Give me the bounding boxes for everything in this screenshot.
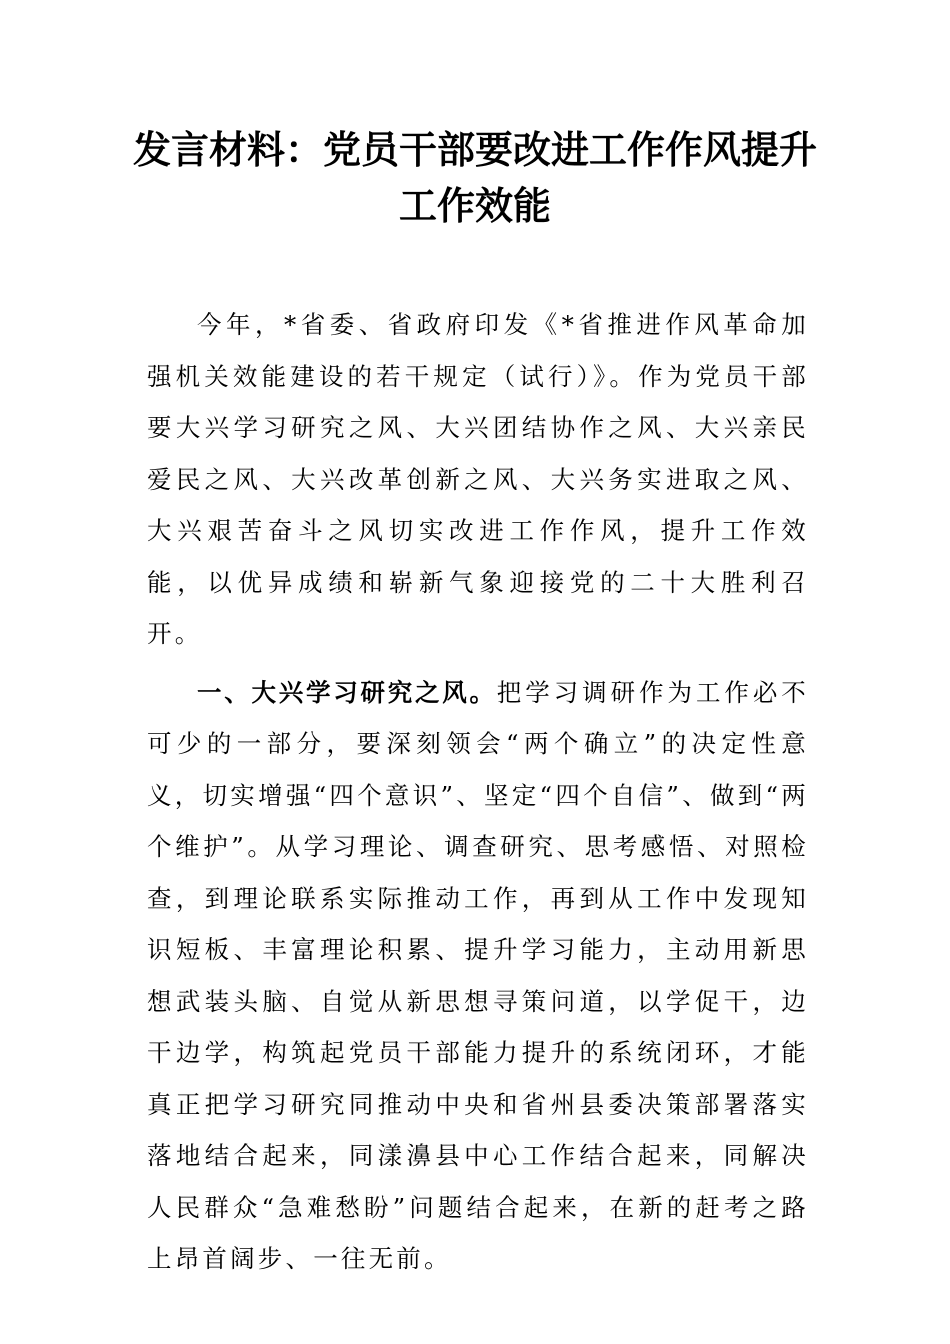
title-line-2: 工作效能 [398,184,551,228]
section-1-body: 把学习调研作为工作必不可少的一部分，要深刻领会“两个确立”的决定性意义，切实增强“四个意识”、坚定“四个自信”、做到“两个维护”。从学习理论、调查研究、思考感悟、对照检查，到理论联系实际推动工作，再到从工作中发现知识短板、丰富理论积累、提升学习能力，主动用新思想武装头脑、自觉从新思想寻策问道，以学促干，边干边学，构筑起党员干部能力提升的系统闭环，才能真正把学习研究同推动中央和省州县委决策部署落实落地结合起来，同漾濞县中心工作结合起来，同解决人民群众“急难愁盼”问题结合起来，在新的赶考之路上昂首阔步、一往无前。 [147,677,810,1273]
intro-paragraph: 今年，*省委、省政府印发《*省推进作风革命加强机关效能建设的若干规定（试行）》。作为党员干部要大兴学习研究之风、大兴团结协作之风、大兴亲民爱民之风、大兴改革创新之风、大兴务实进取之风、大兴艰苦奋斗之风切实改进工作作风，提升工作效能，以优异成绩和崭新气象迎接党的二十大胜利召开。 [147,310,809,648]
section-1-paragraph [147,667,809,1285]
title-line-1: 发言材料：党员干部要改进工作作风提升 [132,128,817,172]
document-body [147,299,809,1285]
section-1-heading: 一、大兴学习研究之风。 [197,677,497,707]
document-title [120,122,830,234]
